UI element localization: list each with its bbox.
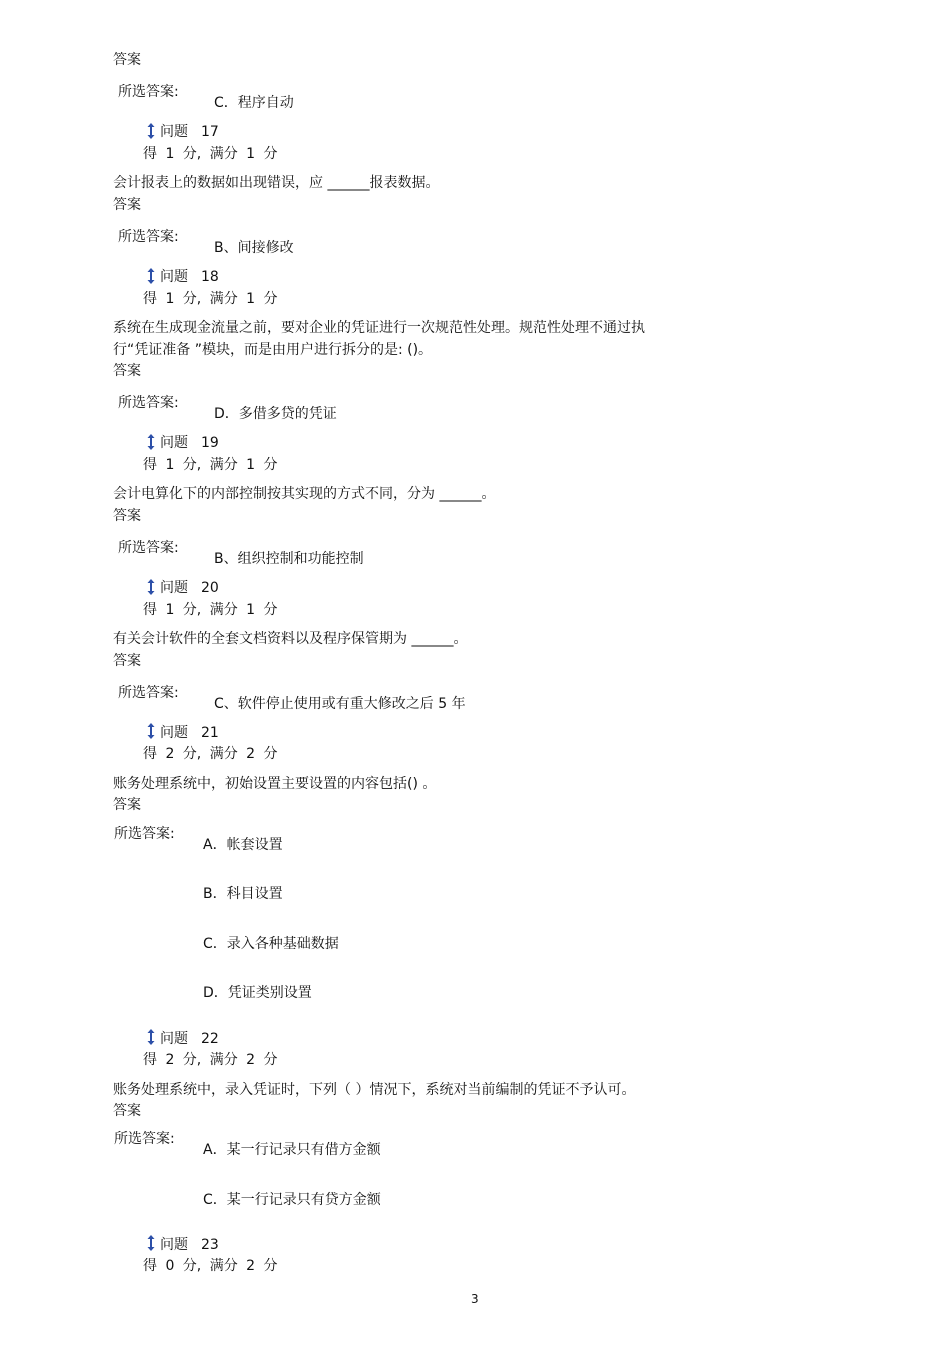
question-header: 问题 22 [160, 1031, 219, 1047]
question-score: 得 1 分, 满分 1 分 [143, 602, 278, 618]
selected-answer: B．科目设置 [203, 886, 283, 902]
question-text: 系统在生成现金流量之前，要对企业的凭证进行一次规范性处理。规范性处理不通过执 [113, 320, 645, 336]
question-header: 问题 21 [160, 725, 219, 741]
sort-arrow-icon[interactable] [146, 578, 156, 596]
selected-answer-label: 所选答案: [118, 395, 179, 411]
question-text: 账务处理系统中，初始设置主要设置的内容包括() 。 [113, 776, 437, 792]
sort-arrow-icon[interactable] [146, 1028, 156, 1046]
question-header: 问题 20 [160, 580, 219, 596]
selected-answer-label: 所选答案: [118, 229, 179, 245]
question-text: 行“凭证准备 ”模块，而是由用户进行拆分的是: ()。 [113, 342, 433, 358]
selected-answer: B、组织控制和功能控制 [214, 551, 364, 567]
sort-arrow-icon[interactable] [146, 267, 156, 285]
question-header: 问题 23 [160, 1237, 219, 1253]
question-header: 问题 17 [160, 124, 219, 140]
selected-answer-label: 所选答案: [118, 685, 179, 701]
selected-answer: A．某一行记录只有借方金额 [203, 1142, 381, 1158]
sort-arrow-icon[interactable] [146, 722, 156, 740]
selected-answer-label: 所选答案: [114, 826, 175, 842]
question-text: 会计报表上的数据如出现错误，应 ______报表数据。 [113, 175, 440, 191]
answer-label: 答案 [113, 1103, 141, 1119]
answer-label: 答案 [113, 363, 141, 379]
question-header: 问题 18 [160, 269, 219, 285]
selected-answer: B、间接修改 [214, 240, 294, 256]
question-header: 问题 19 [160, 435, 219, 451]
selected-answer-label: 所选答案: [114, 1131, 175, 1147]
answer-label: 答案 [113, 197, 141, 213]
sort-arrow-icon[interactable] [146, 1234, 156, 1252]
question-text: 有关会计软件的全套文档资料以及程序保管期为 ______。 [113, 631, 468, 647]
sort-arrow-icon[interactable] [146, 433, 156, 451]
question-score: 得 0 分, 满分 2 分 [143, 1258, 278, 1274]
selected-answer-label: 所选答案: [118, 84, 179, 100]
selected-answer: C．程序自动 [214, 95, 294, 111]
answer-label: 答案 [113, 508, 141, 524]
answer-label: 答案 [113, 653, 141, 669]
question-score: 得 1 分, 满分 1 分 [143, 291, 278, 307]
question-score: 得 2 分, 满分 2 分 [143, 1052, 278, 1068]
selected-answer: C、软件停止使用或有重大修改之后 5 年 [214, 696, 466, 712]
selected-answer: C．录入各种基础数据 [203, 936, 339, 952]
selected-answer: A．帐套设置 [203, 837, 283, 853]
question-number: 17 [201, 124, 219, 140]
question-number: 21 [201, 725, 219, 741]
question-number: 20 [201, 580, 219, 596]
selected-answer-label: 所选答案: [118, 540, 179, 556]
question-score: 得 2 分, 满分 2 分 [143, 746, 278, 762]
selected-answer: D．多借多贷的凭证 [214, 406, 337, 422]
question-number: 18 [201, 269, 219, 285]
selected-answer: D．凭证类别设置 [203, 985, 312, 1001]
question-text: 会计电算化下的内部控制按其实现的方式不同，分为 ______。 [113, 486, 496, 502]
page-number: 3 [471, 1292, 479, 1306]
question-text: 账务处理系统中，录入凭证时，下列（ ）情况下，系统对当前编制的凭证不予认可。 [113, 1082, 636, 1098]
selected-answer: C．某一行记录只有贷方金额 [203, 1192, 381, 1208]
answer-label: 答案 [113, 52, 141, 68]
question-number: 23 [201, 1237, 219, 1253]
question-number: 22 [201, 1031, 219, 1047]
answer-label: 答案 [113, 797, 141, 813]
question-score: 得 1 分, 满分 1 分 [143, 457, 278, 473]
question-score: 得 1 分, 满分 1 分 [143, 146, 278, 162]
sort-arrow-icon[interactable] [146, 122, 156, 140]
question-number: 19 [201, 435, 219, 451]
